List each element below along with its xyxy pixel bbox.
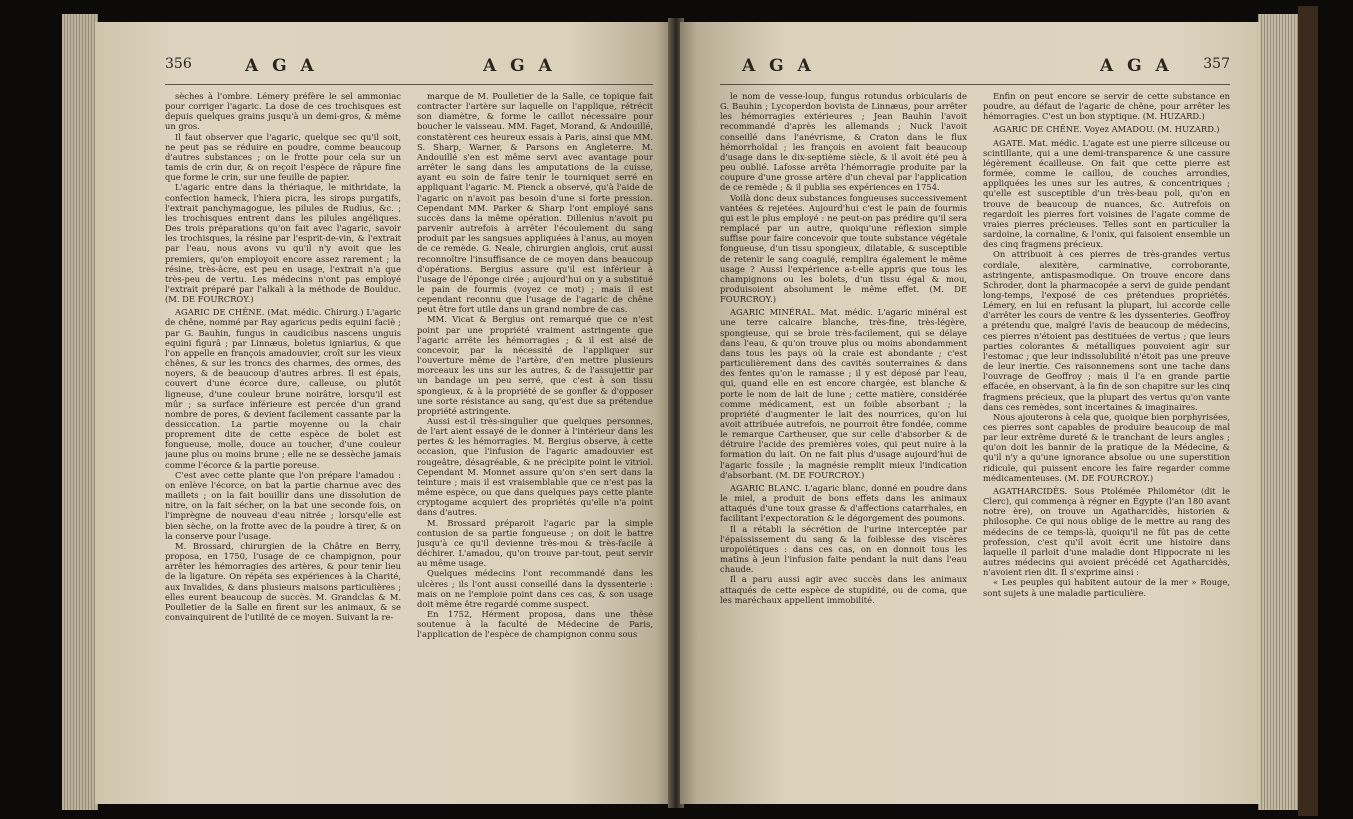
left-page [95,22,673,804]
dictionary-entry: AGARIC DE CHÊNE. Voyez AMADOU. (M. HUZARD.) [993,124,1220,135]
text-paragraph: M. Brossard préparoit l'agaric par la simple contusion de sa partie fongueuse ; on doit le battre jusqu'à ce qu'il devienne très-mou & très-facile à déchirer. L'amadou, qu'on trouve par-tout, peut servir au même usage. [417,517,653,569]
book-cover-edge [1298,6,1318,816]
dictionary-entry: AGARIC DE CHÊNE. (Mat. médic. Chirurg.) L'agaric de chêne, nommé par Ray agaricus pedis equini faciè ; par G. Bauhin, fungus in caudicibus nascens unguis equini figurâ ; par Linnæus, boletus igniarius, & que l'on appelle en françois amadouvier, croît sur les vieux chênes, & sur les troncs des charmes, des ormes, des noyers, & de beaucoup d'autres arbres. Il est épais, couvert d'une écorce dure, calleuse, ou plutôt ligneuse, d'une couleur brune noirâtre, lorsqu'il est mûr ; sa surface inférieure est percée d'un grand nombre de pores, & devient facilement cassante par la dessiccation. La partie moyenne ou la chair proprement dite de cette espèce de bolet est fongueuse, molle, douce au toucher, d'une couleur jaune plus ou moins brune ; elle ne se dessèche jamais comme l'écorce & la partie poreuse. [165,307,401,470]
text-paragraph: le nom de vesse-loup, fungus rotundus orbicularis de G. Bauhin ; Lycoperdon bovista de Linnæus, pour arrêter les hémorragies extérieures ; Jean Bauhin l'avoit recommandé d'après les allemands ; Nuck l'avoit conseillé dans l'anévrisme, & Craton dans le flux hémorrhoïdal ; les françois en avoient fait beaucoup d'usage dans le dix-septième siècle, & il avoit été peu à peu oublié. Lafosse arrêta l'hémorragie produite par la coupure d'une grosse artère d'un cheval par l'application de ce remède ; & il publia ses expériences en 1754. [720,91,967,193]
text-paragraph: Aussi est-il très-singulier que quelques personnes, de l'art aient essayé de le donner à l'intérieur dans les pertes & les hémorragies. M. Bergius observe, à cette occasion, que l'infusion de l'agaric amadouvier est rougeâtre, désagréable, & ne précipite point le vitriol. Cependant M. Monnet assure qu'on s'en sert dans la teinture ; mais il est vraisemblable que ce n'est pas la même espèce, ou que dans quelques pays cette plante cryptogame acquiert des propriétés qu'elle n'a point dans d'autres. [417,416,653,518]
text-paragraph: On attribuoit à ces pierres de très-grandes vertus cordiale, alexitère, carminative, corroborante, astringente, antispasmodique. On trouve encore dans Schroder, dont la pharmacopée a servi de guide pendant long-temps, l'exposé de ces prétendues propriétés. Lémery, en lui en refusant la plupart, lui accorde celle d'arrêter les cours de ventre & les dyssenteries. Geoffroy a prétendu que, malgré l'avis de beaucoup de médecins, ces pierres n'étoient pas destituées de vertus ; que leurs parties colorantes & métalliques pouvoient agir sur l'estomac ; que leur indissolubilité n'étoit pas une preuve de leur inertie. Ces raisonnemens sont une tache dans l'ouvrage de Geoffroy ; mais il l'a en grande partie effacée, en observant, à la fin de son chapitre sur les cinq fragmens précieux, que la plupart des vertus qu'on vante dans ces remèdes, sont incertaines & imaginaires. [983,249,1230,412]
text-paragraph: Nous ajouterons à cela que, quoique bien porphyrisées, ces pierres sont capables de produire beaucoup de mal par leur extrême dureté & le tranchant de leurs angles ; qu'on doit les bannir de la pratique de la Médecine, & qu'il n'y a qu'une ignorance absolue ou une superstition ridicule, qui puissent encore les faire regarder comme médicamenteuses. (M. DE FOURCROY.) [983,411,1230,483]
right-head-rule [720,84,1230,85]
left-head-word-2: A G A [483,56,556,76]
left-page-edges [62,14,98,810]
left-running-head [165,56,653,78]
left-column-1 [165,91,401,801]
dictionary-entry: AGARIC MINÉRAL. Mat. médic. L'agaric minéral est une terre calcaire blanche, très-fine, très-légère, spongieuse, qui se broie très-facilement, qui se délaye dans l'eau, & qu'on trouve plus ou moins abondamment dans tous les pays où la craie est abondante ; c'est particulièrement dans des cavités souterraines & dans des fentes qu'on le ramasse ; il y est déposé par l'eau, qui, quand elle en est encore chargée, est blanche & porte le nom de lait de lune ; cette matière, considérée comme médicament, est un foible absorbant ; la propriété d'augmenter le lait des nourrices, qu'on lui avoit attribuée autrefois, ne pourroit être fondée, comme le remarque Cartheuser, que sur celle d'absorber & de détruire l'acide des premières voies, qui peut nuire à la formation du lait. On ne fait plus d'usage aujourd'hui de l'agaric fossile ; la magnésie remplit mieux l'indication d'absorbant. (M. DE FOURCROY.) [720,307,967,480]
text-paragraph: marque de M. Poulletier de la Salle, ce topique fait contracter l'artère sur laquelle on l'applique, rétrécit son diamètre, & forme le caillot nécessaire pour boucher le vaisseau. MM. Faget, Morand, & Andouillé, constatèrent ces heureux essais à Paris, ainsi que MM. S. Sharp, Warner, & Parsons en Angleterre. M. Andouillé s'en est même servi avec avantage pour arrêter le sang dans les amputations de la cuisse, ayant eu soin de faire tenir le tourniquet serré en appliquant l'agaric. M. Pienck a observé, qu'à l'aide de l'agaric on n'avoit pas besoin d'une si forte pression. Cependant MM. Parker & Sharp l'ont employé sans succès dans la même opération. Dillenius n'avoit pu parvenir autrefois à arrêter l'écoulement du sang produit par les sangsues appliquées à l'anus, au moyen de ce remède. G. Neale, chirurgien anglois, crut aussi reconnoître l'insuffisance de ce moyen dans beaucoup d'opérations. Bergius assure qu'il est inférieur à l'usage de l'éponge cirée ; aujourd'hui on y a substitué le pain de fourmis (voyez ce mot) ; mais il est cependant reconnu que l'usage de l'agaric de chêne peut être fort utile dans un grand nombre de cas. [417,91,653,315]
right-head-word-2: A G A [1100,56,1173,76]
left-column-2 [417,91,653,801]
text-paragraph: L'agaric entre dans la thériaque, le mithridate, la confection hameck, l'hiera picra, les sirops purgatifs, l'extrait panchymagogue, les pilules de Rudius, &c. ; les trochisques entrent dans les pilules angéliques. Des trois préparations qu'on fait avec l'agaric, savoir les trochisques, la résine par l'esprit-de-vin, & l'extrait par l'eau, nous avons vu qu'il n'y avoit que les premiers, qu'on employoit encore assez rarement ; la résine, très-âcre, est peu en usage, l'extrait n'a que très-peu de vertu. Les médecins n'ont pas employé l'extrait préparé par l'alkali à la méthode de Boulduc. (M. DE FOURCROY.) [165,182,401,305]
text-paragraph: Enfin on peut encore se servir de cette substance en poudre, au défaut de l'agaric de chêne, pour arrêter les hémorragies. C'est un bon styptique. (M. HUZARD.) [983,91,1230,122]
text-paragraph: « Les peuples qui habitent autour de la mer » Rouge, sont sujets à une maladie particulière. [983,577,1230,598]
text-paragraph: Il faut observer que l'agaric, quelque sec qu'il soit, ne peut pas se réduire en poudre, comme beaucoup d'autres substances ; on le frotte pour cela sur un tamis de crin dur, & on reçoit l'espèce de râpure fine que forme le crin, sur une feuille de papier. [165,131,401,183]
text-paragraph: C'est avec cette plante que l'on prépare l'amadou : on enlève l'écorce, on bat la partie charnue avec des maillets ; on la fait bouillir dans une dissolution de nitre, on la fait sécher, on la bat une seconde fois, on l'imprègne de nouveau d'eau nitrée ; lorsqu'elle est bien sèche, on la frotte avec de la poudre à tirer, & on la conserve pour l'usage. [165,469,401,541]
text-paragraph: sèches à l'ombre. Lémery préfère le sel ammoniac pour corriger l'agaric. La dose de ces trochisques est depuis quelques grains jusqu'à un demi-gros, & même un gros. [165,91,401,132]
right-page-edges [1258,14,1298,810]
text-paragraph: Il a rétabli la sécrétion de l'urine interceptée par l'épaississement du sang & la foiblesse des viscères uropoïétiques : dans ces cas, on en donnoit tous les matins à jeun l'infusion faite pendant la nuit dans l'eau chaude. [720,523,967,575]
dictionary-entry: AGATHARCIDÈS. Sous Ptolémée Philométor (dit le Clerc), qui commença à régner en Égypte (l'an 180 avant notre ère), on trouve un Agatharcidès, historien & philosophe. Ce qui nous oblige de le mettre au rang des médecins de ce temps-là, quoiqu'il ne fût pas de cette profession, c'est qu'il avoit écrit une histoire dans laquelle il parloit d'une maladie dont Hippocrate ni les autres médecins qui avoient précédé cet Agatharcidès, n'avoient rien dit. Il s'exprime ainsi : [983,485,1230,578]
text-paragraph: M. Brossard, chirurgien de la Châtre en Berry, proposa, en 1750, l'usage de ce champignon, pour arrêter les hémorragies des artères, & pour tenir lieu de la ligature. On répéta ses expériences à la Charité, aux Invalides, & dans plusieurs maisons particulières ; elles eurent beaucoup de succès. M. Grandclas & M. Poulletier de la Salle en firent sur les animaux, & se convainquirent de l'utilité de ce moyen. Suivant la re- [165,540,401,622]
text-paragraph: Quelques médecins l'ont recommandé dans les ulcères ; ils l'ont aussi conseillé dans la dyssenterie : mais on ne l'emploie point dans ces cas, & son usage doit même être regardé comme suspect. [417,568,653,609]
left-head-word-1: A G A [245,56,318,76]
left-page-number: 356 [165,56,192,72]
right-column-2 [983,91,1230,801]
dictionary-entry: AGARIC BLANC. L'agaric blanc, donné en poudre dans le miel, a produit de bons effets dans les animaux attaqués d'une toux grasse & d'affections catarrhales, en facilitant l'expectoration & le dégorgement des poumons. [720,482,967,524]
right-page-number: 357 [1203,56,1230,72]
left-head-rule [165,84,653,85]
text-paragraph: MM. Vicat & Bergius ont remarqué que ce n'est point par une propriété vraiment astringente que l'agaric arrête les hémorragies ; & il est aisé de concevoir, par la nécessité de l'appliquer sur l'ouverture même de l'artère, d'en mettre plusieurs morceaux les uns sur les autres, & de l'assujettir par un bandage un peu serré, que c'est à son tissu spongieux, & à la propriété de se gonfler & d'opposer une sorte résistance au sang, qu'est due sa prétendue propriété astringente. [417,314,653,416]
right-page [680,22,1260,804]
right-running-head [720,56,1230,78]
text-paragraph: Voilà donc deux substances fongueuses successivement vantées & rejetées. Aujourd'hui c'est le pain de fourmis qui est le plus employé : ne peut-on pas prédire qu'il sera remplacé par un autre, quoiqu'une réflexion simple suffise pour faire concevoir que toute substance végétale fongueuse, d'un tissu spongieux, dilatable, & susceptible de retenir le sang coagulé, remplira également le même usage ? Aussi l'expérience a-t-elle appris que tous les champignons ou les bolets, d'un tissu égal & mou, produisoient absolument le même effet. (M. DE FOURCROY.) [720,192,967,305]
right-column-1 [720,91,967,801]
right-head-word-1: A G A [742,56,815,76]
text-paragraph: Il a paru aussi agir avec succès dans les animaux attaqués de cette espèce de stupidité, ou de coma, que les maréchaux appellent immobilité. [720,574,967,605]
dictionary-entry: AGATE. Mat. médic. L'agate est une pierre siliceuse ou scintillante, qui a une demi-transparence & une cassure légèrement écailleuse. On fait que cette pierre est formée, comme le caillou, de couches arrondies, appliquées les unes sur les autres, & concentriques ; qu'elle est susceptible d'un très-beau poli, qu'on en trouve de beaucoup de nuances, &c. Autrefois on regardoit les pierres fort voisines de l'agate comme de vraies pierres précieuses. Telles sont en particulier la sardoine, la cornaline, & l'onix, qui faisoient ensemble un des cinq fragmens précieux. [983,137,1230,250]
text-paragraph: En 1752, Hérment proposa, dans une thèse soutenue à la faculté de Médecine de Paris, l'application de l'espèce de champignon connu sous [417,608,653,640]
